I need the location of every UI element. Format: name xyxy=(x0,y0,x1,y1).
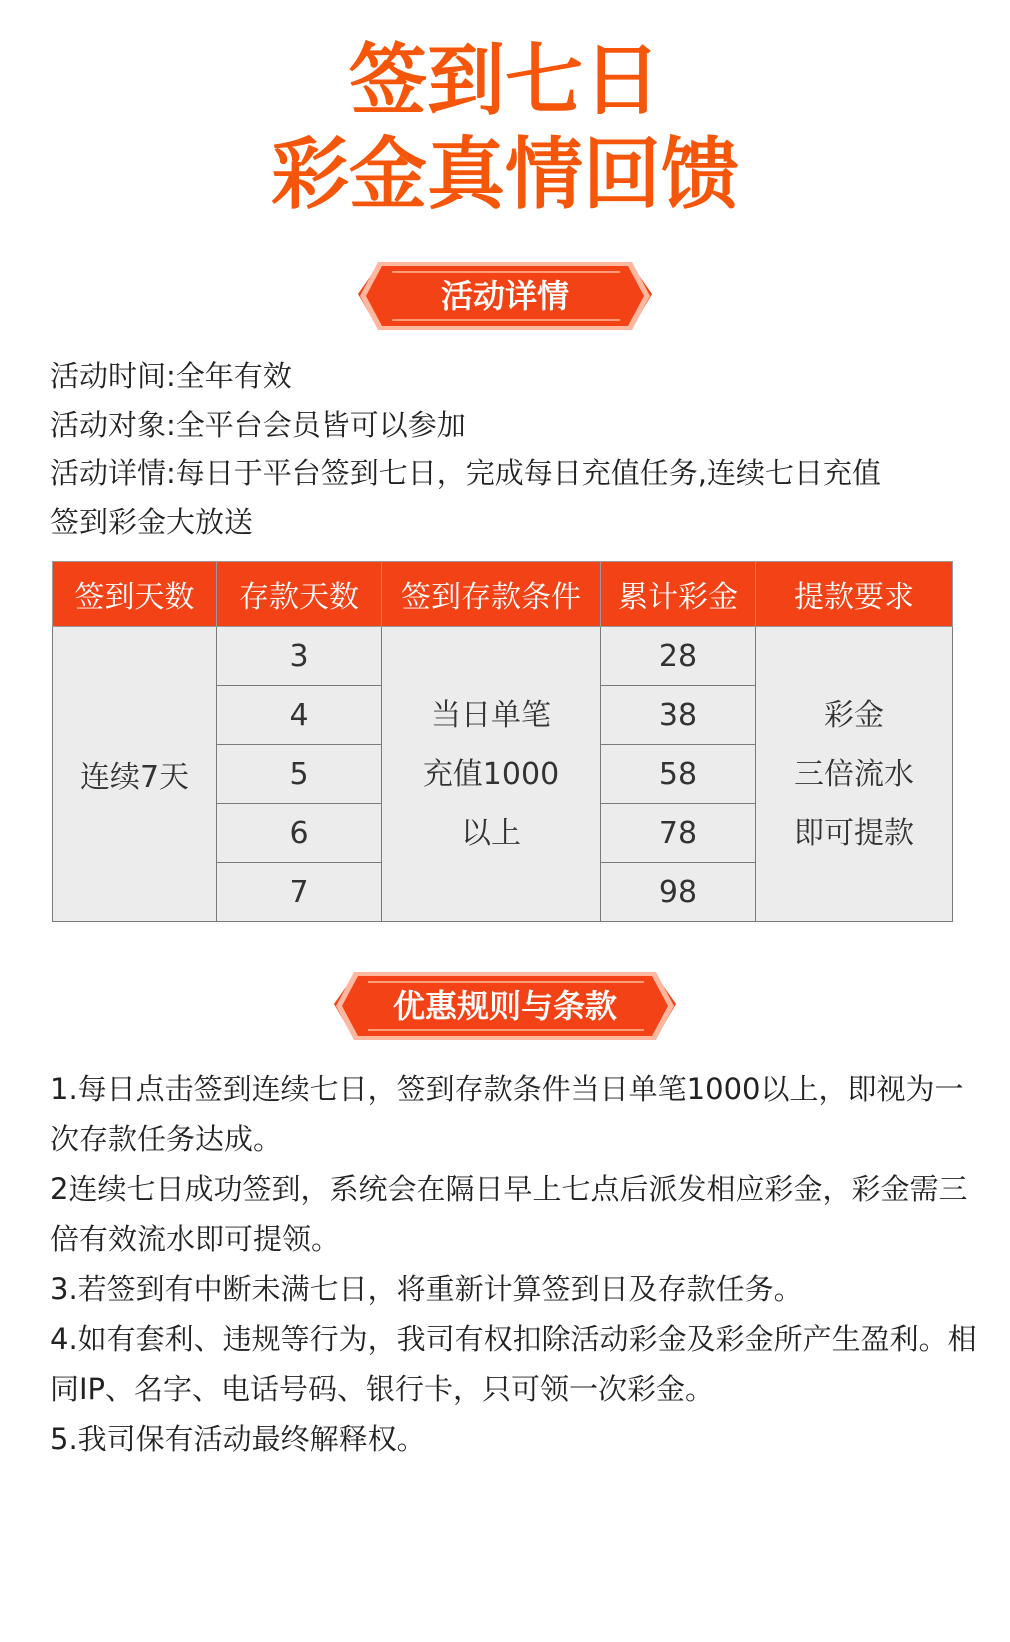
term-item: 5.我司保有活动最终解释权。 xyxy=(50,1422,426,1456)
header-bonus: 累计彩金 xyxy=(601,562,756,627)
cell-bonus: 98 xyxy=(601,863,756,922)
term-item: 1.每日点击签到连续七日，签到存款条件当日单笔1000以上，即视为一次存款任务达成。 xyxy=(50,1072,964,1156)
table-header-row xyxy=(53,562,953,627)
bonus-schedule-table xyxy=(52,561,953,922)
activity-target: 活动对象:全平台会员皆可以参加 xyxy=(50,407,466,442)
cell-deposit-day: 3 xyxy=(217,627,382,686)
withdraw-line: 彩金 xyxy=(824,697,884,733)
header-withdraw: 提款要求 xyxy=(756,562,953,627)
page-title-line1: 签到七日 xyxy=(348,36,661,126)
section-banner-terms xyxy=(0,966,1010,1046)
section-banner-details xyxy=(0,256,1010,336)
cell-bonus: 78 xyxy=(601,804,756,863)
cell-deposit-day: 4 xyxy=(217,686,382,745)
condition-line: 当日单笔 xyxy=(431,697,551,733)
section-heading-terms: 优惠规则与条款 xyxy=(392,987,617,1025)
condition-line: 以上 xyxy=(461,815,521,851)
cell-condition xyxy=(382,627,601,922)
cell-withdraw xyxy=(756,627,953,922)
cell-sign-days: 连续7天 xyxy=(53,627,217,922)
withdraw-line: 即可提款 xyxy=(794,815,914,851)
page-title-line2: 彩金真情回馈 xyxy=(270,130,739,220)
withdraw-line: 三倍流水 xyxy=(794,756,914,792)
condition-line: 充值1000 xyxy=(422,756,560,792)
terms-list xyxy=(50,1064,990,1464)
activity-time: 活动时间:全年有效 xyxy=(50,359,292,393)
term-item: 2连续七日成功签到，系统会在隔日早上七点后派发相应彩金，彩金需三倍有效流水即可提领。 xyxy=(50,1172,968,1256)
table-row xyxy=(53,627,953,686)
activity-details-line2: 签到彩金大放送 xyxy=(50,504,254,539)
cell-deposit-day: 7 xyxy=(217,863,382,922)
cell-bonus: 38 xyxy=(601,686,756,745)
cell-bonus: 28 xyxy=(601,627,756,686)
term-item: 3.若签到有中断未满七日，将重新计算签到日及存款任务。 xyxy=(50,1272,803,1306)
section-heading-details: 活动详情 xyxy=(440,277,569,315)
cell-deposit-day: 6 xyxy=(217,804,382,863)
header-sign-days: 签到天数 xyxy=(53,562,217,627)
term-item: 4.如有套利、违规等行为，我司有权扣除活动彩金及彩金所产生盈利。相同IP、名字、电话号码、银行卡，只可领一次彩金。 xyxy=(50,1322,977,1406)
header-deposit-days: 存款天数 xyxy=(217,562,382,627)
cell-bonus: 58 xyxy=(601,745,756,804)
activity-info xyxy=(50,352,980,546)
header-condition: 签到存款条件 xyxy=(382,562,601,627)
activity-details-line1: 活动详情:每日于平台签到七日，完成每日充值任务,连续七日充值 xyxy=(50,456,881,490)
cell-deposit-day: 5 xyxy=(217,745,382,804)
